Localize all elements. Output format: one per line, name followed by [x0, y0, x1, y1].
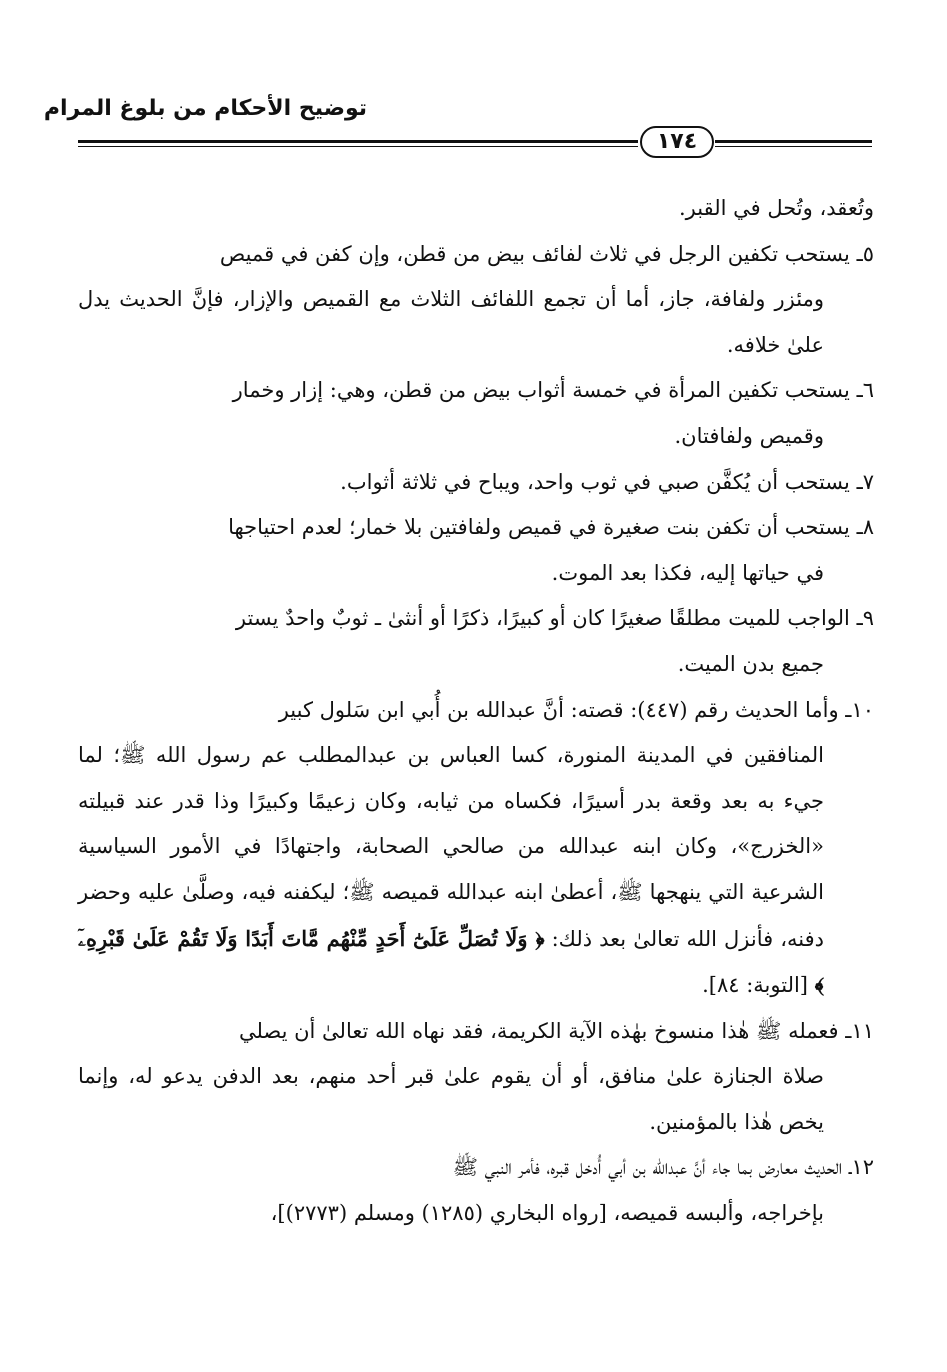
quran-verse: ﴿ وَلَا تُصَلِّ عَلَىٰٓ أَحَدٍ مِّنْهُم مَّاتَ أَبَدًا وَلَا تَقُمْ عَلَىٰ قَبْرِهِۦٓ ﴾ [78, 925, 824, 998]
body-text [78, 186, 874, 1237]
item-number: ١٠ـ [845, 697, 874, 722]
item-number: ٨ـ [856, 515, 874, 540]
item-number: ١٢ـ [848, 1155, 874, 1180]
item-continuation: ومئزر ولفافة، جاز، أما أن تجمع اللفائف الثلاث مع القميص والإزار، فإنَّ الحديث يدل علىٰ خلافه. [78, 287, 824, 357]
list-item [78, 505, 874, 596]
item-first-line: يستحب تكفين الرجل في ثلاث لفائف بيض من قطن، وإن كفن في قميص [219, 241, 850, 266]
item-continuation [78, 733, 874, 1009]
header-rule [715, 146, 872, 147]
item-number: ١١ـ [845, 1018, 874, 1043]
list-item [78, 460, 874, 506]
page-number: ١٧٤ [640, 126, 714, 158]
item-number: ٧ـ [856, 469, 874, 494]
item-continuation: وقميص ولفافتان. [674, 423, 824, 448]
list-item [78, 232, 874, 369]
running-title: توضيح الأحكام من بلوغ المرام [43, 96, 367, 121]
item-first-line: يستحب أن تكفن بنت صغيرة في قميص ولفافتين بلا خمار؛ لعدم احتياجها [228, 515, 850, 540]
item-continuation: جميع بدن الميت. [677, 651, 824, 676]
header-rule [78, 140, 638, 143]
item-number: ٥ـ [856, 241, 874, 266]
item-first-line: الواجب للميت مطلقًا صغيرًا كان أو كبيرًا، ذكرًا أو أنثىٰ ـ ثوبٌ واحدٌ يستر [235, 606, 850, 631]
header-rule [78, 146, 638, 147]
item-number: ٩ـ [856, 606, 874, 631]
continuation-line [78, 186, 874, 232]
item-first-line: فعمله ﷺ هٰذا منسوخ بهٰذه الآية الكريمة، فقد نهاه الله تعالىٰ أن يصلي [238, 1018, 839, 1043]
list-item [78, 596, 874, 687]
item-continuation-text: المنافقين في المدينة المنورة، كسا العباس بن عبدالمطلب عم رسول الله ﷺ؛ لما جيء به بعد وقعة بدر أسيرًا، فكساه من ثيابه، وكان زعيمًا وكبيرًا وذا قدر عند قبيلته «الخزرج»، وكان ابنه عبدالله من صالحي الصحابة، واجتهادًا في الأمور السياسية الشرعية التي ينهجها ﷺ، أعطىٰ ابنه عبدالله قميصه ﷺ؛ ليكفنه فيه، وصلَّىٰ عليه وحضر دفنه، فأنزل الله تعالىٰ بعد ذلك: [78, 743, 824, 951]
item-continuation: صلاة الجنازة علىٰ منافق، أو أن يقوم علىٰ قبر أحد منهم، بعد الدفن يدعو له، وإنما يخص هٰذا بالمؤمنين. [78, 1064, 824, 1134]
verse-citation: [التوبة: ٨٤]. [702, 973, 808, 998]
list-item [78, 368, 874, 459]
list-item [78, 688, 874, 1009]
list-item [78, 1009, 874, 1146]
paragraph-text: وتُعقد، وتُحل في القبر. [678, 196, 874, 220]
header-rule [715, 140, 872, 143]
item-first-line: وأما الحديث رقم (٤٤٧): قصته: أنَّ عبدالله بن أُبي ابن سَلول كبير [278, 697, 839, 722]
item-continuation: بإخراجه، وألبسه قميصه، [رواه البخاري (١٢٨٥) ومسلم (٢٧٧٣)]، [270, 1201, 824, 1226]
item-continuation: في حياتها إليه، فكذا بعد الموت. [551, 560, 824, 585]
item-first-line: يستحب تكفين المرأة في خمسة أثواب بيض من قطن، وهي: إزار وخمار [232, 378, 850, 403]
list-item [78, 1145, 874, 1236]
item-number: ٦ـ [856, 378, 874, 403]
item-first-line: يستحب أن يُكفَّن صبي في ثوب واحد، ويباح في ثلاثة أثواب. [340, 469, 850, 494]
item-first-line: الحديث معارض بما جاء أنَّ عبدالله بن أبي أُدخل قبره، فأمر النبي ﷺ [452, 1155, 843, 1180]
